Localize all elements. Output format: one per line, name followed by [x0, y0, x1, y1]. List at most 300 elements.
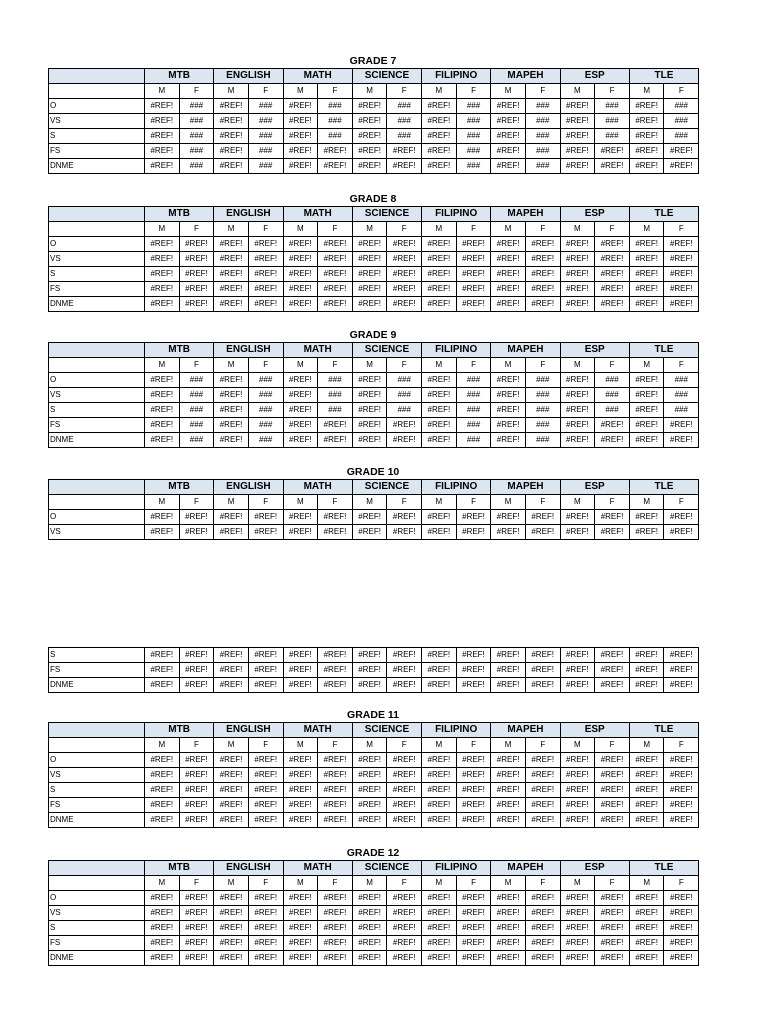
data-cell[interactable]: #REF!	[456, 525, 491, 540]
row-label-cell[interactable]: DNME	[49, 159, 145, 174]
data-cell[interactable]: #REF!	[560, 388, 595, 403]
row-label-cell[interactable]: DNME	[49, 678, 145, 693]
sex-header-cell[interactable]: M	[145, 222, 180, 237]
sex-header-cell[interactable]: F	[456, 358, 491, 373]
data-cell[interactable]: #REF!	[629, 678, 664, 693]
data-cell[interactable]: #REF!	[664, 891, 699, 906]
data-cell[interactable]: #REF!	[179, 753, 214, 768]
data-cell[interactable]: #REF!	[422, 753, 457, 768]
data-cell[interactable]: #REF!	[491, 388, 526, 403]
data-cell[interactable]: #REF!	[664, 768, 699, 783]
data-cell[interactable]: #REF!	[248, 678, 283, 693]
data-cell[interactable]: #REF!	[318, 267, 353, 282]
data-cell[interactable]: #REF!	[456, 768, 491, 783]
data-cell[interactable]: #REF!	[387, 297, 422, 312]
data-cell[interactable]: #REF!	[664, 678, 699, 693]
sex-header-cell[interactable]: F	[318, 222, 353, 237]
data-cell[interactable]: #REF!	[491, 951, 526, 966]
data-cell[interactable]: ###	[456, 159, 491, 174]
subject-header-cell[interactable]: MATH	[283, 69, 352, 84]
subject-header-cell[interactable]: MAPEH	[491, 480, 560, 495]
data-cell[interactable]: #REF!	[145, 99, 180, 114]
data-cell[interactable]: #REF!	[491, 252, 526, 267]
data-cell[interactable]: #REF!	[179, 891, 214, 906]
header-corner-cell[interactable]	[49, 861, 145, 876]
data-cell[interactable]: #REF!	[664, 813, 699, 828]
data-cell[interactable]: #REF!	[179, 813, 214, 828]
row-label-cell[interactable]: DNME	[49, 297, 145, 312]
sex-header-cell[interactable]: F	[595, 358, 630, 373]
data-cell[interactable]: #REF!	[283, 648, 318, 663]
sex-header-cell[interactable]: M	[352, 358, 387, 373]
data-cell[interactable]: ###	[456, 114, 491, 129]
data-cell[interactable]: #REF!	[214, 237, 249, 252]
sex-header-cell[interactable]: M	[214, 876, 249, 891]
row-label-cell[interactable]: O	[49, 99, 145, 114]
sex-header-cell[interactable]: M	[629, 84, 664, 99]
data-cell[interactable]: #REF!	[491, 525, 526, 540]
subject-header-cell[interactable]: MAPEH	[491, 723, 560, 738]
subject-header-cell[interactable]: MAPEH	[491, 69, 560, 84]
sex-header-cell[interactable]: M	[283, 495, 318, 510]
data-cell[interactable]: #REF!	[318, 768, 353, 783]
data-cell[interactable]: ###	[248, 159, 283, 174]
sex-header-cell[interactable]: F	[387, 876, 422, 891]
data-cell[interactable]: ###	[248, 388, 283, 403]
subject-header-cell[interactable]: FILIPINO	[422, 723, 491, 738]
data-cell[interactable]: ###	[318, 114, 353, 129]
sex-header-cell[interactable]: M	[283, 738, 318, 753]
data-cell[interactable]: #REF!	[145, 648, 180, 663]
data-cell[interactable]: #REF!	[629, 159, 664, 174]
data-cell[interactable]: #REF!	[214, 648, 249, 663]
data-cell[interactable]: #REF!	[664, 433, 699, 448]
data-cell[interactable]: ###	[179, 159, 214, 174]
data-cell[interactable]: #REF!	[352, 252, 387, 267]
data-cell[interactable]: #REF!	[145, 663, 180, 678]
data-cell[interactable]: #REF!	[560, 753, 595, 768]
data-cell[interactable]: #REF!	[560, 403, 595, 418]
sex-header-cell[interactable]: M	[145, 495, 180, 510]
data-cell[interactable]: #REF!	[283, 753, 318, 768]
sex-header-cell[interactable]: M	[491, 84, 526, 99]
sex-header-cell[interactable]: F	[595, 495, 630, 510]
data-cell[interactable]: #REF!	[179, 663, 214, 678]
data-cell[interactable]: ###	[456, 388, 491, 403]
row-label-cell[interactable]: S	[49, 921, 145, 936]
data-cell[interactable]: #REF!	[664, 418, 699, 433]
data-cell[interactable]: #REF!	[629, 510, 664, 525]
data-cell[interactable]: #REF!	[318, 237, 353, 252]
data-cell[interactable]: #REF!	[214, 525, 249, 540]
data-cell[interactable]: #REF!	[214, 753, 249, 768]
row-label-cell[interactable]: VS	[49, 768, 145, 783]
data-cell[interactable]: #REF!	[422, 678, 457, 693]
sex-header-cell[interactable]: M	[560, 84, 595, 99]
data-cell[interactable]: ###	[456, 418, 491, 433]
data-cell[interactable]: #REF!	[214, 510, 249, 525]
sex-header-cell[interactable]: F	[248, 495, 283, 510]
sex-header-cell[interactable]: M	[283, 358, 318, 373]
subject-header-cell[interactable]: MATH	[283, 343, 352, 358]
data-cell[interactable]: ###	[664, 99, 699, 114]
data-cell[interactable]: #REF!	[491, 114, 526, 129]
data-cell[interactable]: #REF!	[422, 418, 457, 433]
data-cell[interactable]: #REF!	[560, 813, 595, 828]
data-cell[interactable]: #REF!	[179, 798, 214, 813]
row-label-cell[interactable]: S	[49, 648, 145, 663]
subject-header-cell[interactable]: MTB	[145, 69, 214, 84]
row-label-cell[interactable]: S	[49, 129, 145, 144]
data-cell[interactable]: #REF!	[456, 921, 491, 936]
data-cell[interactable]: #REF!	[214, 783, 249, 798]
data-cell[interactable]: ###	[456, 99, 491, 114]
sex-header-cell[interactable]: M	[629, 876, 664, 891]
data-cell[interactable]: #REF!	[387, 951, 422, 966]
sex-header-cell[interactable]: M	[422, 84, 457, 99]
data-cell[interactable]: #REF!	[214, 297, 249, 312]
sex-header-cell[interactable]: F	[664, 876, 699, 891]
data-cell[interactable]: #REF!	[525, 813, 560, 828]
data-cell[interactable]: #REF!	[352, 936, 387, 951]
data-cell[interactable]: ###	[248, 373, 283, 388]
data-cell[interactable]: #REF!	[560, 951, 595, 966]
data-cell[interactable]: #REF!	[422, 252, 457, 267]
data-cell[interactable]: #REF!	[560, 144, 595, 159]
row-label-cell[interactable]: S	[49, 783, 145, 798]
data-cell[interactable]: #REF!	[595, 159, 630, 174]
subject-header-cell[interactable]: MTB	[145, 480, 214, 495]
data-cell[interactable]: #REF!	[491, 267, 526, 282]
data-cell[interactable]: #REF!	[179, 510, 214, 525]
data-cell[interactable]: #REF!	[283, 267, 318, 282]
sex-header-cell[interactable]: F	[179, 876, 214, 891]
data-cell[interactable]: #REF!	[560, 282, 595, 297]
row-label-cell[interactable]: S	[49, 267, 145, 282]
data-cell[interactable]: #REF!	[664, 297, 699, 312]
data-cell[interactable]: #REF!	[560, 297, 595, 312]
data-cell[interactable]: #REF!	[387, 921, 422, 936]
data-cell[interactable]: #REF!	[491, 891, 526, 906]
data-cell[interactable]: #REF!	[560, 237, 595, 252]
data-cell[interactable]: #REF!	[595, 753, 630, 768]
data-cell[interactable]: #REF!	[456, 753, 491, 768]
data-cell[interactable]: #REF!	[595, 510, 630, 525]
sex-header-cell[interactable]: F	[525, 222, 560, 237]
data-cell[interactable]: #REF!	[525, 753, 560, 768]
data-cell[interactable]: #REF!	[629, 267, 664, 282]
data-cell[interactable]: #REF!	[387, 678, 422, 693]
data-cell[interactable]: #REF!	[595, 798, 630, 813]
data-cell[interactable]: #REF!	[352, 768, 387, 783]
sex-header-cell[interactable]: M	[283, 84, 318, 99]
subject-header-cell[interactable]: ENGLISH	[214, 480, 283, 495]
data-cell[interactable]: #REF!	[145, 510, 180, 525]
data-cell[interactable]: #REF!	[595, 282, 630, 297]
data-cell[interactable]: ###	[595, 403, 630, 418]
data-cell[interactable]: #REF!	[318, 663, 353, 678]
data-cell[interactable]: #REF!	[145, 891, 180, 906]
subject-header-cell[interactable]: SCIENCE	[352, 861, 421, 876]
row-label-cell[interactable]: VS	[49, 252, 145, 267]
data-cell[interactable]: #REF!	[318, 525, 353, 540]
data-cell[interactable]: #REF!	[629, 388, 664, 403]
data-cell[interactable]: ###	[525, 433, 560, 448]
data-cell[interactable]: #REF!	[352, 237, 387, 252]
sex-header-cell[interactable]: F	[387, 222, 422, 237]
sex-header-cell[interactable]: F	[595, 222, 630, 237]
data-cell[interactable]: #REF!	[387, 237, 422, 252]
sex-header-cell[interactable]: M	[145, 738, 180, 753]
data-cell[interactable]: ###	[179, 403, 214, 418]
data-cell[interactable]: #REF!	[283, 237, 318, 252]
sex-header-cell[interactable]: M	[214, 358, 249, 373]
data-cell[interactable]: ###	[248, 114, 283, 129]
data-cell[interactable]: #REF!	[248, 906, 283, 921]
row-label-cell[interactable]: O	[49, 753, 145, 768]
sex-header-cell[interactable]: F	[248, 358, 283, 373]
data-cell[interactable]: #REF!	[248, 783, 283, 798]
data-cell[interactable]: #REF!	[629, 114, 664, 129]
data-cell[interactable]: #REF!	[456, 282, 491, 297]
data-cell[interactable]: ###	[179, 114, 214, 129]
data-cell[interactable]: #REF!	[595, 768, 630, 783]
data-cell[interactable]: #REF!	[214, 813, 249, 828]
data-cell[interactable]: ###	[248, 433, 283, 448]
data-cell[interactable]: #REF!	[145, 798, 180, 813]
data-cell[interactable]: #REF!	[283, 297, 318, 312]
data-cell[interactable]: #REF!	[560, 510, 595, 525]
data-cell[interactable]: #REF!	[283, 99, 318, 114]
header-corner-cell[interactable]	[49, 358, 145, 373]
sex-header-cell[interactable]: M	[629, 495, 664, 510]
data-cell[interactable]: ###	[318, 99, 353, 114]
data-cell[interactable]: #REF!	[145, 921, 180, 936]
data-cell[interactable]: #REF!	[664, 159, 699, 174]
data-cell[interactable]: #REF!	[318, 297, 353, 312]
data-cell[interactable]: ###	[525, 373, 560, 388]
row-label-cell[interactable]: O	[49, 891, 145, 906]
data-cell[interactable]: #REF!	[387, 282, 422, 297]
data-cell[interactable]: #REF!	[145, 373, 180, 388]
row-label-cell[interactable]: FS	[49, 663, 145, 678]
data-cell[interactable]: ###	[179, 418, 214, 433]
data-cell[interactable]: #REF!	[422, 891, 457, 906]
data-cell[interactable]: #REF!	[456, 510, 491, 525]
data-cell[interactable]: ###	[248, 144, 283, 159]
data-cell[interactable]: #REF!	[491, 906, 526, 921]
data-cell[interactable]: #REF!	[629, 297, 664, 312]
data-cell[interactable]: #REF!	[629, 783, 664, 798]
sex-header-cell[interactable]: M	[491, 358, 526, 373]
data-cell[interactable]: #REF!	[352, 373, 387, 388]
row-label-cell[interactable]: O	[49, 373, 145, 388]
data-cell[interactable]: #REF!	[629, 282, 664, 297]
data-cell[interactable]: #REF!	[422, 144, 457, 159]
data-cell[interactable]: #REF!	[629, 237, 664, 252]
header-corner-cell[interactable]	[49, 69, 145, 84]
data-cell[interactable]: #REF!	[525, 648, 560, 663]
data-cell[interactable]: ###	[456, 403, 491, 418]
data-cell[interactable]: #REF!	[214, 144, 249, 159]
data-cell[interactable]: ###	[664, 129, 699, 144]
row-label-cell[interactable]: FS	[49, 418, 145, 433]
data-cell[interactable]: #REF!	[491, 798, 526, 813]
sex-header-cell[interactable]: F	[456, 84, 491, 99]
data-cell[interactable]: #REF!	[179, 282, 214, 297]
data-cell[interactable]: #REF!	[352, 753, 387, 768]
header-corner-cell[interactable]	[49, 480, 145, 495]
data-cell[interactable]: #REF!	[560, 906, 595, 921]
data-cell[interactable]: #REF!	[318, 783, 353, 798]
data-cell[interactable]: ###	[248, 99, 283, 114]
data-cell[interactable]: #REF!	[664, 753, 699, 768]
data-cell[interactable]: #REF!	[283, 813, 318, 828]
data-cell[interactable]: #REF!	[214, 403, 249, 418]
data-cell[interactable]: #REF!	[595, 891, 630, 906]
subject-header-cell[interactable]: FILIPINO	[422, 480, 491, 495]
data-cell[interactable]: ###	[664, 114, 699, 129]
data-cell[interactable]: #REF!	[629, 525, 664, 540]
data-cell[interactable]: #REF!	[318, 433, 353, 448]
subject-header-cell[interactable]: MATH	[283, 480, 352, 495]
sex-header-cell[interactable]: F	[318, 84, 353, 99]
data-cell[interactable]: #REF!	[387, 433, 422, 448]
data-cell[interactable]: #REF!	[318, 798, 353, 813]
data-cell[interactable]: ###	[664, 403, 699, 418]
data-cell[interactable]: #REF!	[525, 663, 560, 678]
data-cell[interactable]: #REF!	[387, 936, 422, 951]
data-cell[interactable]: #REF!	[422, 798, 457, 813]
data-cell[interactable]: #REF!	[422, 663, 457, 678]
data-cell[interactable]: #REF!	[283, 891, 318, 906]
subject-header-cell[interactable]: ESP	[560, 207, 629, 222]
data-cell[interactable]: #REF!	[179, 297, 214, 312]
sex-header-cell[interactable]: F	[595, 738, 630, 753]
sex-header-cell[interactable]: F	[248, 84, 283, 99]
sex-header-cell[interactable]: M	[352, 84, 387, 99]
sex-header-cell[interactable]: M	[422, 222, 457, 237]
sex-header-cell[interactable]: M	[491, 222, 526, 237]
data-cell[interactable]: #REF!	[248, 648, 283, 663]
data-cell[interactable]: #REF!	[422, 237, 457, 252]
data-cell[interactable]: #REF!	[145, 525, 180, 540]
data-cell[interactable]: #REF!	[422, 114, 457, 129]
data-cell[interactable]: #REF!	[248, 663, 283, 678]
data-cell[interactable]: #REF!	[629, 891, 664, 906]
data-cell[interactable]: #REF!	[560, 99, 595, 114]
data-cell[interactable]: #REF!	[456, 891, 491, 906]
sex-header-cell[interactable]: F	[318, 358, 353, 373]
data-cell[interactable]: ###	[387, 388, 422, 403]
data-cell[interactable]: #REF!	[491, 648, 526, 663]
sex-header-cell[interactable]: M	[491, 495, 526, 510]
sex-header-cell[interactable]: M	[352, 738, 387, 753]
data-cell[interactable]: #REF!	[214, 114, 249, 129]
sex-header-cell[interactable]: F	[179, 222, 214, 237]
data-cell[interactable]: #REF!	[560, 433, 595, 448]
data-cell[interactable]: #REF!	[214, 906, 249, 921]
data-cell[interactable]: #REF!	[422, 768, 457, 783]
data-cell[interactable]: #REF!	[248, 768, 283, 783]
subject-header-cell[interactable]: TLE	[629, 343, 698, 358]
row-label-cell[interactable]: FS	[49, 282, 145, 297]
sex-header-cell[interactable]: F	[525, 876, 560, 891]
data-cell[interactable]: #REF!	[214, 99, 249, 114]
sex-header-cell[interactable]: M	[214, 495, 249, 510]
data-cell[interactable]: #REF!	[595, 813, 630, 828]
data-cell[interactable]: #REF!	[387, 144, 422, 159]
subject-header-cell[interactable]: MATH	[283, 861, 352, 876]
data-cell[interactable]: #REF!	[283, 252, 318, 267]
data-cell[interactable]: #REF!	[214, 891, 249, 906]
data-cell[interactable]: #REF!	[352, 921, 387, 936]
subject-header-cell[interactable]: SCIENCE	[352, 207, 421, 222]
sex-header-cell[interactable]: M	[491, 876, 526, 891]
data-cell[interactable]: #REF!	[422, 388, 457, 403]
subject-header-cell[interactable]: MTB	[145, 861, 214, 876]
data-cell[interactable]: #REF!	[283, 525, 318, 540]
sex-header-cell[interactable]: M	[560, 738, 595, 753]
data-cell[interactable]: #REF!	[422, 267, 457, 282]
header-corner-cell[interactable]	[49, 738, 145, 753]
data-cell[interactable]: #REF!	[491, 768, 526, 783]
row-label-cell[interactable]: VS	[49, 906, 145, 921]
sex-header-cell[interactable]: F	[664, 358, 699, 373]
data-cell[interactable]: #REF!	[145, 403, 180, 418]
data-cell[interactable]: #REF!	[664, 921, 699, 936]
sex-header-cell[interactable]: M	[629, 222, 664, 237]
sex-header-cell[interactable]: M	[283, 876, 318, 891]
subject-header-cell[interactable]: FILIPINO	[422, 861, 491, 876]
data-cell[interactable]: #REF!	[664, 798, 699, 813]
subject-header-cell[interactable]: FILIPINO	[422, 207, 491, 222]
data-cell[interactable]: #REF!	[560, 891, 595, 906]
data-cell[interactable]: #REF!	[283, 129, 318, 144]
data-cell[interactable]: #REF!	[456, 936, 491, 951]
data-cell[interactable]: #REF!	[318, 813, 353, 828]
subject-header-cell[interactable]: TLE	[629, 861, 698, 876]
data-cell[interactable]: #REF!	[560, 663, 595, 678]
sex-header-cell[interactable]: F	[595, 876, 630, 891]
data-cell[interactable]: #REF!	[283, 282, 318, 297]
data-cell[interactable]: #REF!	[352, 906, 387, 921]
data-cell[interactable]: #REF!	[491, 373, 526, 388]
data-cell[interactable]: #REF!	[491, 753, 526, 768]
data-cell[interactable]: #REF!	[595, 936, 630, 951]
data-cell[interactable]: #REF!	[629, 906, 664, 921]
subject-header-cell[interactable]: MAPEH	[491, 207, 560, 222]
data-cell[interactable]: #REF!	[145, 267, 180, 282]
data-cell[interactable]: #REF!	[387, 525, 422, 540]
data-cell[interactable]: #REF!	[387, 753, 422, 768]
sex-header-cell[interactable]: F	[387, 84, 422, 99]
data-cell[interactable]: #REF!	[248, 267, 283, 282]
data-cell[interactable]: #REF!	[629, 433, 664, 448]
data-cell[interactable]: #REF!	[179, 237, 214, 252]
data-cell[interactable]: #REF!	[629, 753, 664, 768]
sex-header-cell[interactable]: F	[387, 738, 422, 753]
data-cell[interactable]: #REF!	[560, 936, 595, 951]
data-cell[interactable]: #REF!	[629, 813, 664, 828]
data-cell[interactable]: #REF!	[352, 510, 387, 525]
data-cell[interactable]: #REF!	[560, 783, 595, 798]
data-cell[interactable]: ###	[179, 144, 214, 159]
sex-header-cell[interactable]: F	[248, 222, 283, 237]
data-cell[interactable]: #REF!	[456, 798, 491, 813]
data-cell[interactable]: #REF!	[664, 237, 699, 252]
data-cell[interactable]: #REF!	[560, 114, 595, 129]
